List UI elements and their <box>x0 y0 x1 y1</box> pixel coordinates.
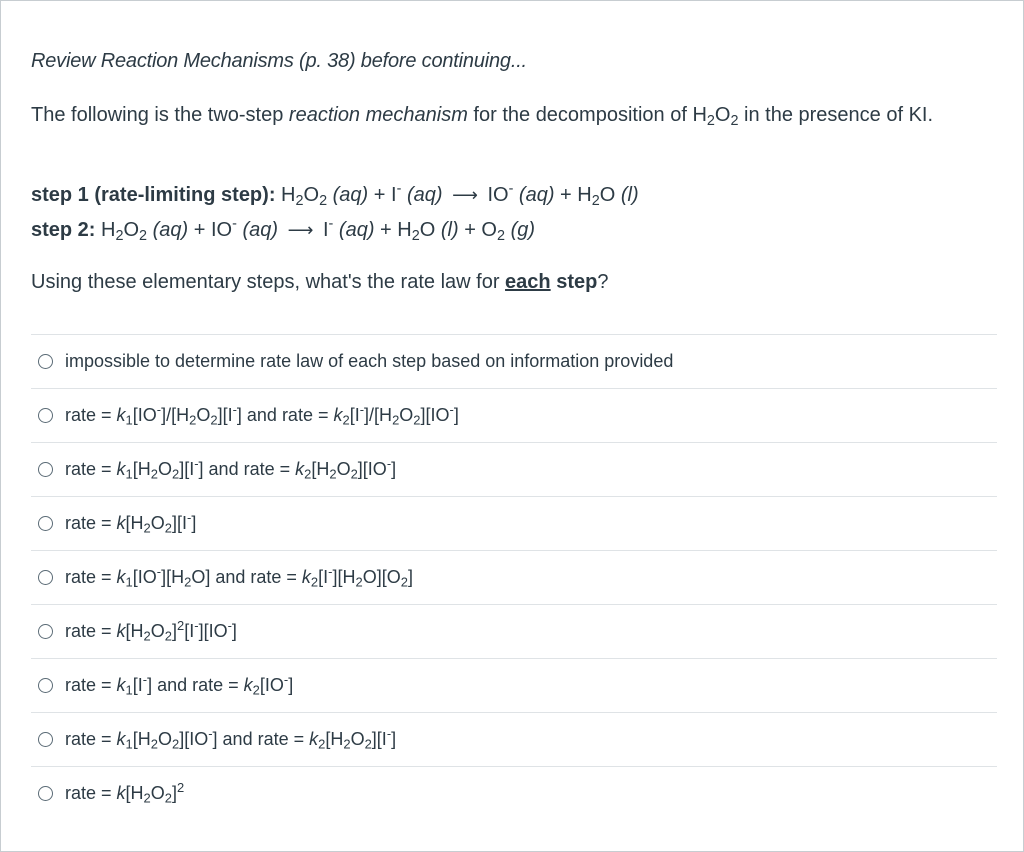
mechanism-step-2: step 2: $H_2O_2$ (aq) + IO- (aq) ⟶ I- $(aq) + H_2O$ $(l) + O_2$ (g) <box>31 216 536 245</box>
radio-button[interactable] <box>38 678 53 693</box>
step-label: step 2: <box>31 219 96 241</box>
answer-option-label[interactable]: rate = $k_1[H_2O_2][I^-]$ and rate = $k_2[H_2O_2][IO^-]$ <box>65 455 397 482</box>
answer-option[interactable] <box>31 335 997 389</box>
answer-option[interactable] <box>31 767 997 820</box>
radio-button[interactable] <box>38 462 53 477</box>
answer-option[interactable] <box>31 551 997 605</box>
answer-option-label[interactable]: rate = $k[H_2O_2]^2$ <box>65 779 185 806</box>
review-note: Review Reaction Mechanisms (p. 38) before continuing... <box>31 50 527 72</box>
step-label: step 1 (rate-limiting step): <box>31 184 276 206</box>
answer-option[interactable] <box>31 605 997 659</box>
radio-button[interactable] <box>38 516 53 531</box>
answer-option[interactable] <box>31 497 997 551</box>
intro-text: The following is the two-step reaction mechanism for the decomposition of $H_2O_2$ in the presence of KI. <box>31 104 934 130</box>
answer-option[interactable] <box>31 443 997 497</box>
answer-options <box>31 334 997 820</box>
answer-option-label[interactable]: rate = $k_1[I^-]$ and rate = $k_2[IO^-]$ <box>65 671 294 698</box>
radio-button[interactable] <box>38 408 53 423</box>
answer-option-label[interactable]: rate = $k[H_2O_2]^2[I^-][IO^-]$ <box>65 617 237 644</box>
answer-option[interactable] <box>31 713 997 767</box>
radio-button[interactable] <box>38 354 53 369</box>
radio-button[interactable] <box>38 732 53 747</box>
answer-option-label[interactable]: impossible to determine rate law of each step based on information provided <box>65 351 674 371</box>
answer-option-label[interactable]: rate = $k_1[IO^-]/[H_2O_2][I^-]$ and rate = $k_2[I^-]/[H_2O_2][IO^-]$ <box>65 401 459 428</box>
answer-option[interactable] <box>31 659 997 713</box>
radio-button[interactable] <box>38 786 53 801</box>
answer-option[interactable] <box>31 389 997 443</box>
answer-option-label[interactable]: rate = $k[H_2O_2][I^-]$ <box>65 509 197 536</box>
radio-button[interactable] <box>38 570 53 585</box>
question-text: Using these elementary steps, what's the rate law for each step? <box>31 271 609 293</box>
answer-option-label[interactable]: rate = $k_1[H_2O_2][IO^-]$ and rate = $k_2[H_2O_2][I^-]$ <box>65 725 397 752</box>
answer-option-label[interactable]: rate = $k_1[IO^-][H_2O]$ and rate = $k_2[I^-][H_2O][O_2]$ <box>65 563 413 590</box>
mechanism-step-1: step 1 (rate-limiting step): $H_2O_2$ (aq) + I- (aq) ⟶ IO- $(aq) + H_2O$ (l) <box>31 181 639 210</box>
radio-button[interactable] <box>38 624 53 639</box>
